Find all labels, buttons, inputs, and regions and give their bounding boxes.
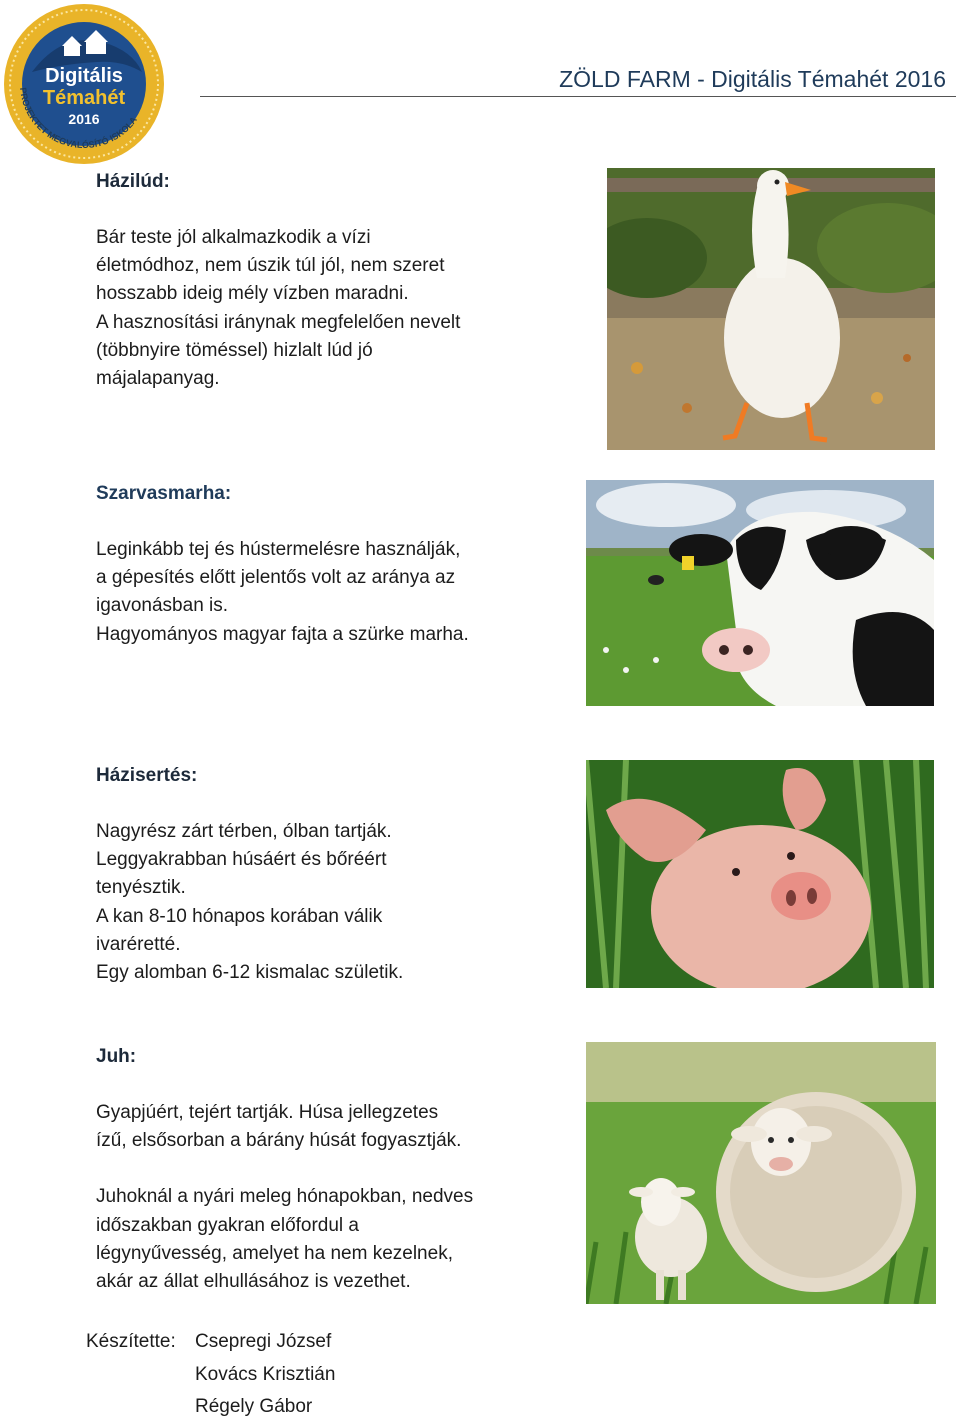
paragraph-line: Leginkább tej és hústermelésre használják, <box>96 539 461 560</box>
paragraph-line: időszakban gyakran előfordul a <box>96 1214 360 1236</box>
badge-year: 2016 <box>68 111 100 127</box>
paragraph-line: tenyésztik. <box>96 877 186 899</box>
paragraph-line: A kan 8-10 hónapos korában válik <box>96 905 383 927</box>
badge-line1: Digitális <box>45 65 123 87</box>
credit-name: Régely Gábor <box>195 1396 313 1417</box>
paragraph-line: légynyűvesség, amelyet ha nem kezelnek, <box>96 1242 453 1264</box>
section-pig <box>96 763 536 987</box>
pig-photo <box>586 760 934 988</box>
paragraph-line: ivaréretté. <box>96 933 181 955</box>
credits-names <box>195 1326 335 1424</box>
paragraph-line: Bár teste jól alkalmazkodik a vízi <box>96 227 371 248</box>
paragraph-line: hosszabb ideig mély vízben maradni. <box>96 283 409 305</box>
paragraph-line: ízű, elsősorban a bárány húsát fogyasztják. <box>96 1130 462 1152</box>
paragraph-line: a gépesítés előtt jelentős volt az aránya az <box>96 567 456 589</box>
paragraph-line: Juhoknál a nyári meleg hónapokban, nedves <box>96 1186 474 1208</box>
digitalis-temahet-badge-logo <box>2 2 166 166</box>
paragraph-line: Egy alomban 6-12 kismalac születik. <box>96 962 404 984</box>
paragraph-line: akár az állat elhullásához is vezethet. <box>96 1271 411 1293</box>
paragraph-line: életmódhoz, nem úszik túl jól, nem szeret <box>96 255 445 277</box>
section-heading: Házilúd: <box>96 171 170 192</box>
section-heading: Juh: <box>96 1046 137 1067</box>
section-cow <box>96 481 536 649</box>
goose-photo <box>607 168 935 450</box>
credits-label: Készítette: <box>86 1331 176 1352</box>
paragraph-line: Leggyakrabban húsáért és bőréért <box>96 849 387 871</box>
page-header-title: ZÖLD FARM - Digitális Témahét 2016 <box>559 66 946 92</box>
section-heading: Szarvasmarha: <box>96 483 232 504</box>
section-sheep <box>96 1044 536 1296</box>
sheep-photo <box>586 1042 936 1304</box>
paragraph-line: igavonásban is. <box>96 595 229 617</box>
paragraph-line: (többnyire töméssel) hizlalt lúd jó <box>96 339 373 361</box>
credit-name: Kovács Krisztián <box>195 1363 336 1385</box>
cow-photo <box>586 480 934 706</box>
paragraph-line: Gyapjúért, tejért tartják. Húsa jellegzetes <box>96 1102 439 1123</box>
paragraph-line: májalapanyag. <box>96 368 220 390</box>
section-goose <box>96 169 536 393</box>
badge-ring-text: PROJEKTET MEGVALÓSÍTÓ ISKOLA <box>18 87 139 151</box>
paragraph-line: Hagyományos magyar fajta a szürke marha. <box>96 623 469 645</box>
paragraph-line: A hasznosítási iránynak megfelelően nevelt <box>96 311 461 333</box>
credit-name: Csepregi József <box>195 1331 332 1352</box>
badge-line2: Témahét <box>42 87 126 109</box>
section-heading: Házisertés: <box>96 765 198 786</box>
header-divider <box>200 96 956 97</box>
paragraph-line: Nagyrész zárt térben, ólban tartják. <box>96 821 392 842</box>
